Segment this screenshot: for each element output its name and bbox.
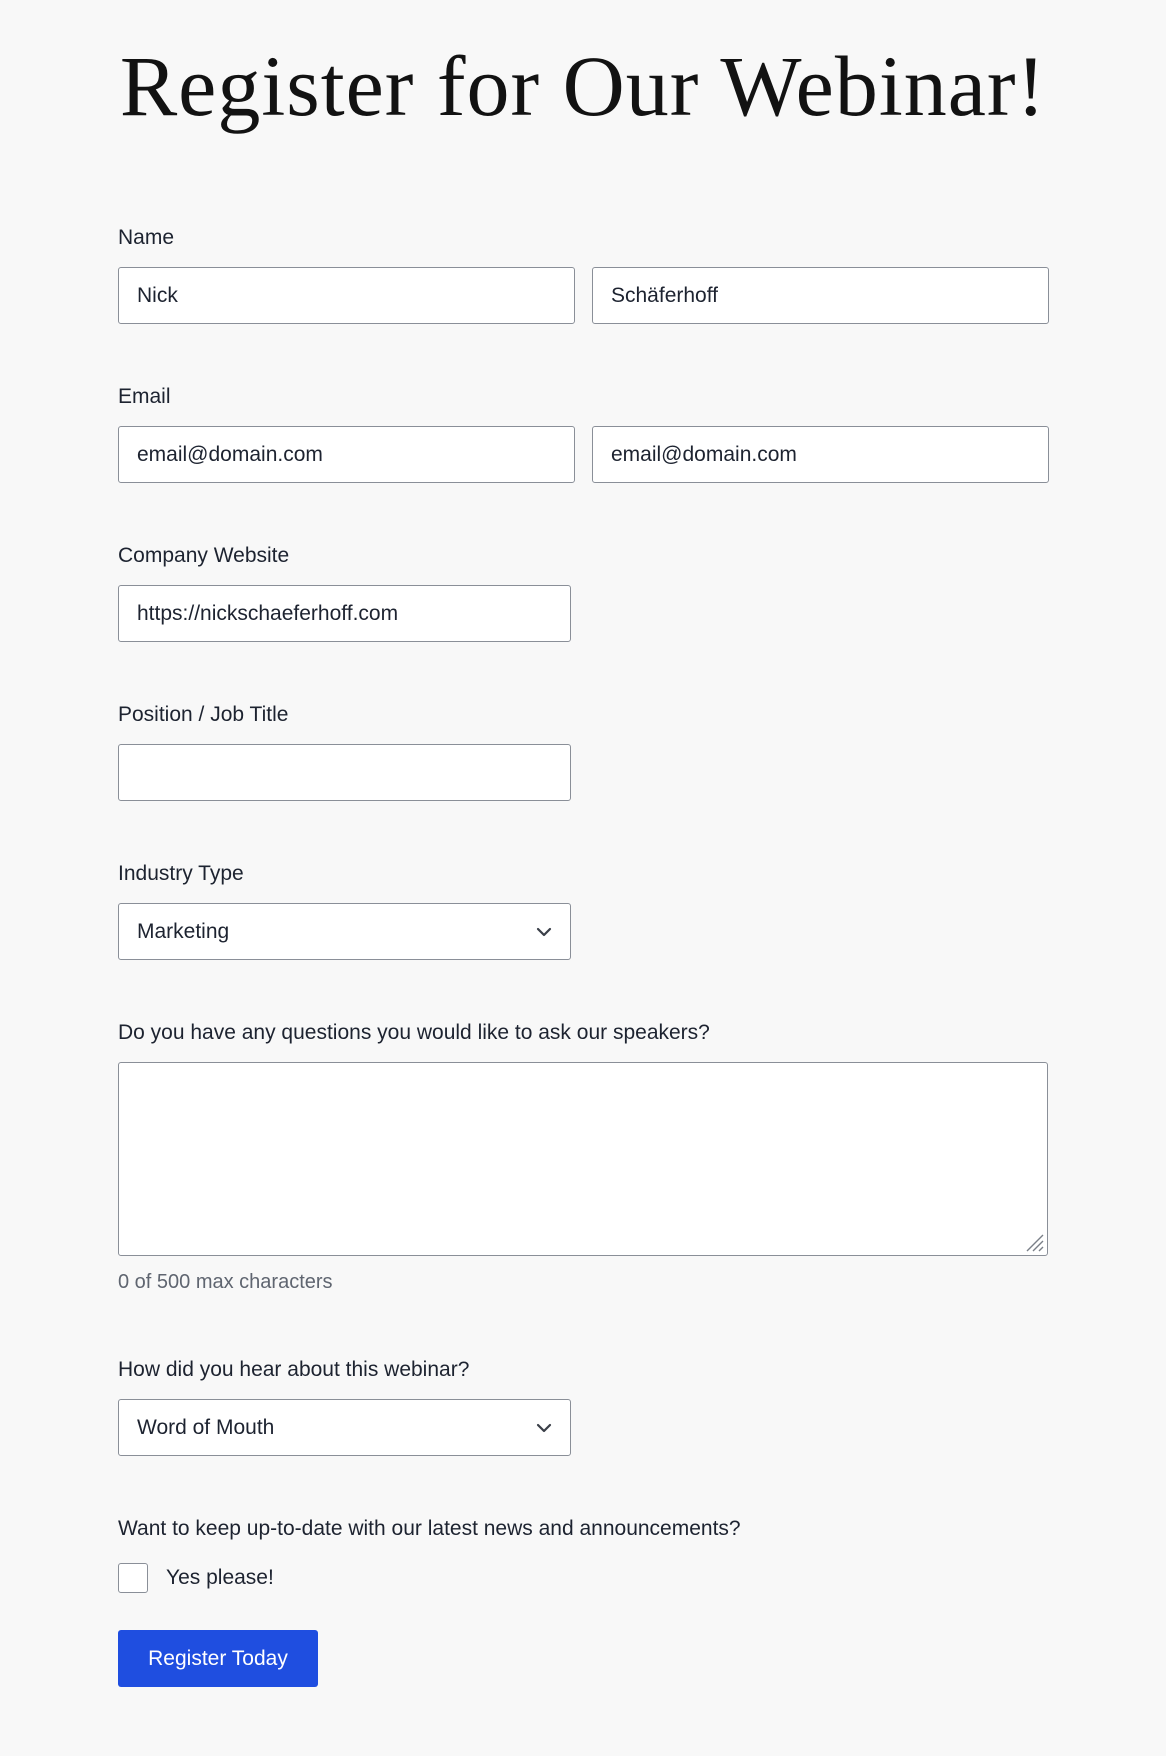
position-label: Position / Job Title bbox=[118, 703, 289, 726]
questions-label: Do you have any questions you would like to ask our speakers? bbox=[118, 1021, 710, 1044]
email-input[interactable]: email@domain.com bbox=[118, 426, 575, 483]
industry-type-selected: Marketing bbox=[137, 920, 230, 943]
chevron-down-icon bbox=[534, 922, 554, 942]
newsletter-label: Want to keep up-to-date with our latest news and announcements? bbox=[118, 1517, 741, 1540]
page-title: Register for Our Webinar! bbox=[119, 38, 1047, 134]
chevron-down-icon bbox=[534, 1418, 554, 1438]
company-website-label: Company Website bbox=[118, 544, 290, 567]
newsletter-checkbox[interactable] bbox=[118, 1563, 148, 1593]
industry-type-select[interactable] bbox=[118, 903, 571, 960]
questions-textarea[interactable] bbox=[118, 1062, 1048, 1256]
resize-handle-icon[interactable] bbox=[1023, 1231, 1045, 1253]
position-input[interactable] bbox=[118, 744, 571, 801]
industry-type-label: Industry Type bbox=[118, 862, 244, 885]
referral-label: How did you hear about this webinar? bbox=[118, 1358, 470, 1381]
referral-selected: Word of Mouth bbox=[137, 1416, 275, 1439]
referral-select[interactable] bbox=[118, 1399, 571, 1456]
email-label: Email bbox=[118, 385, 171, 408]
newsletter-checkbox-label[interactable]: Yes please! bbox=[166, 1566, 274, 1589]
first-name-input[interactable]: Nick bbox=[118, 267, 575, 324]
character-count: 0 of 500 max characters bbox=[118, 1271, 333, 1293]
register-today-button[interactable]: Register Today bbox=[118, 1630, 318, 1687]
name-label: Name bbox=[118, 226, 175, 249]
company-website-input[interactable]: https://nickschaeferhoff.com bbox=[118, 585, 571, 642]
last-name-input[interactable]: Schäferhoff bbox=[592, 267, 1049, 324]
confirm-email-input[interactable]: email@domain.com bbox=[592, 426, 1049, 483]
